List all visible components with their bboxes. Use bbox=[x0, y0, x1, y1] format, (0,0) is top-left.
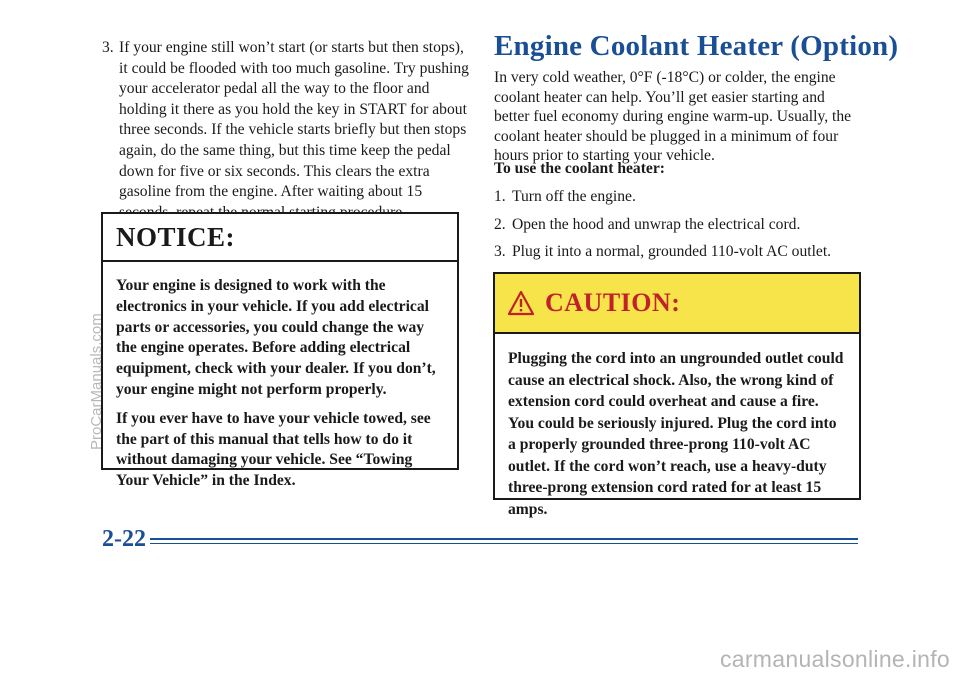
caution-title: CAUTION: bbox=[545, 288, 681, 317]
step-number: 3. bbox=[494, 243, 506, 260]
caution-body bbox=[495, 334, 859, 520]
watermark-text: ProCarManuals.com bbox=[88, 313, 105, 450]
notice-paragraph-1: Your engine is designed to work with the electronics in your vehicle. If you add electrical parts or accessories, you could change the way the engine operates. Before adding electrical equipment, check with your dealer. If you don’t, your engine might not perform properly. bbox=[116, 277, 436, 398]
starting-step-3 bbox=[102, 38, 472, 223]
footer-rule-thin bbox=[150, 543, 858, 544]
notice-paragraph-2: If you ever have to have your vehicle towed, see the part of this manual that tells how to do it without damaging your vehicle. See “Towing Your Vehicle” in the Index. bbox=[116, 409, 431, 490]
warning-triangle-icon bbox=[507, 290, 535, 316]
step-text: Open the hood and unwrap the electrical cord. bbox=[512, 216, 801, 233]
notice-title: NOTICE: bbox=[116, 221, 236, 252]
caution-text: Plugging the cord into an ungrounded outlet could cause an electrical shock. Also, the wrong kind of extension cord could overheat and cause a fire. You could be seriously injured. Plug the cord into a properly grounded three-prong 110-volt AC outlet. If the cord won’t reach, use a heavy-duty three-prong extension cord rated for at least 15 amps. bbox=[508, 350, 844, 518]
notice-body bbox=[103, 262, 457, 492]
step-number: 2. bbox=[494, 216, 506, 233]
instructions-subheading: To use the coolant heater: bbox=[494, 160, 665, 177]
footer-rule bbox=[150, 538, 858, 540]
step-item bbox=[494, 243, 831, 261]
step-item bbox=[494, 216, 800, 234]
step-text: If your engine still won’t start (or starts but then stops), it could be flooded with too much gasoline. Try pushing your accelerator pedal all the way to the floor and holding it there as you hold the key in START for about three seconds. If the vehicle starts briefly but then stops again, do the same thing, but this time keep the pedal down for five or six seconds. This clears the extra gasoline from the engine. After waiting about 15 bbox=[119, 39, 469, 201]
step-text: Turn off the engine. bbox=[512, 188, 636, 205]
page-number: 2-22 bbox=[102, 526, 146, 552]
intro-paragraph: In very cold weather, 0°F (-18°C) or colder, the engine coolant heater can help. You’ll get easier starting and better fuel economy during engine warm-up. Usually, the coolant heater should be plugged in a minimum of four hours prior to starting your vehicle. bbox=[494, 69, 852, 165]
side-watermark bbox=[88, 170, 108, 450]
step-text: Plug it into a normal, grounded 110-volt AC outlet. bbox=[512, 243, 832, 260]
section-title: Engine Coolant Heater (Option) bbox=[494, 30, 899, 62]
caution-box bbox=[493, 272, 861, 518]
notice-header bbox=[103, 214, 457, 262]
caution-header bbox=[495, 274, 859, 334]
step-number: 3. bbox=[102, 39, 114, 56]
step-item bbox=[494, 188, 636, 206]
notice-box bbox=[101, 212, 459, 490]
step-number: 1. bbox=[494, 188, 506, 205]
site-watermark: carmanualsonline.info bbox=[719, 646, 950, 672]
